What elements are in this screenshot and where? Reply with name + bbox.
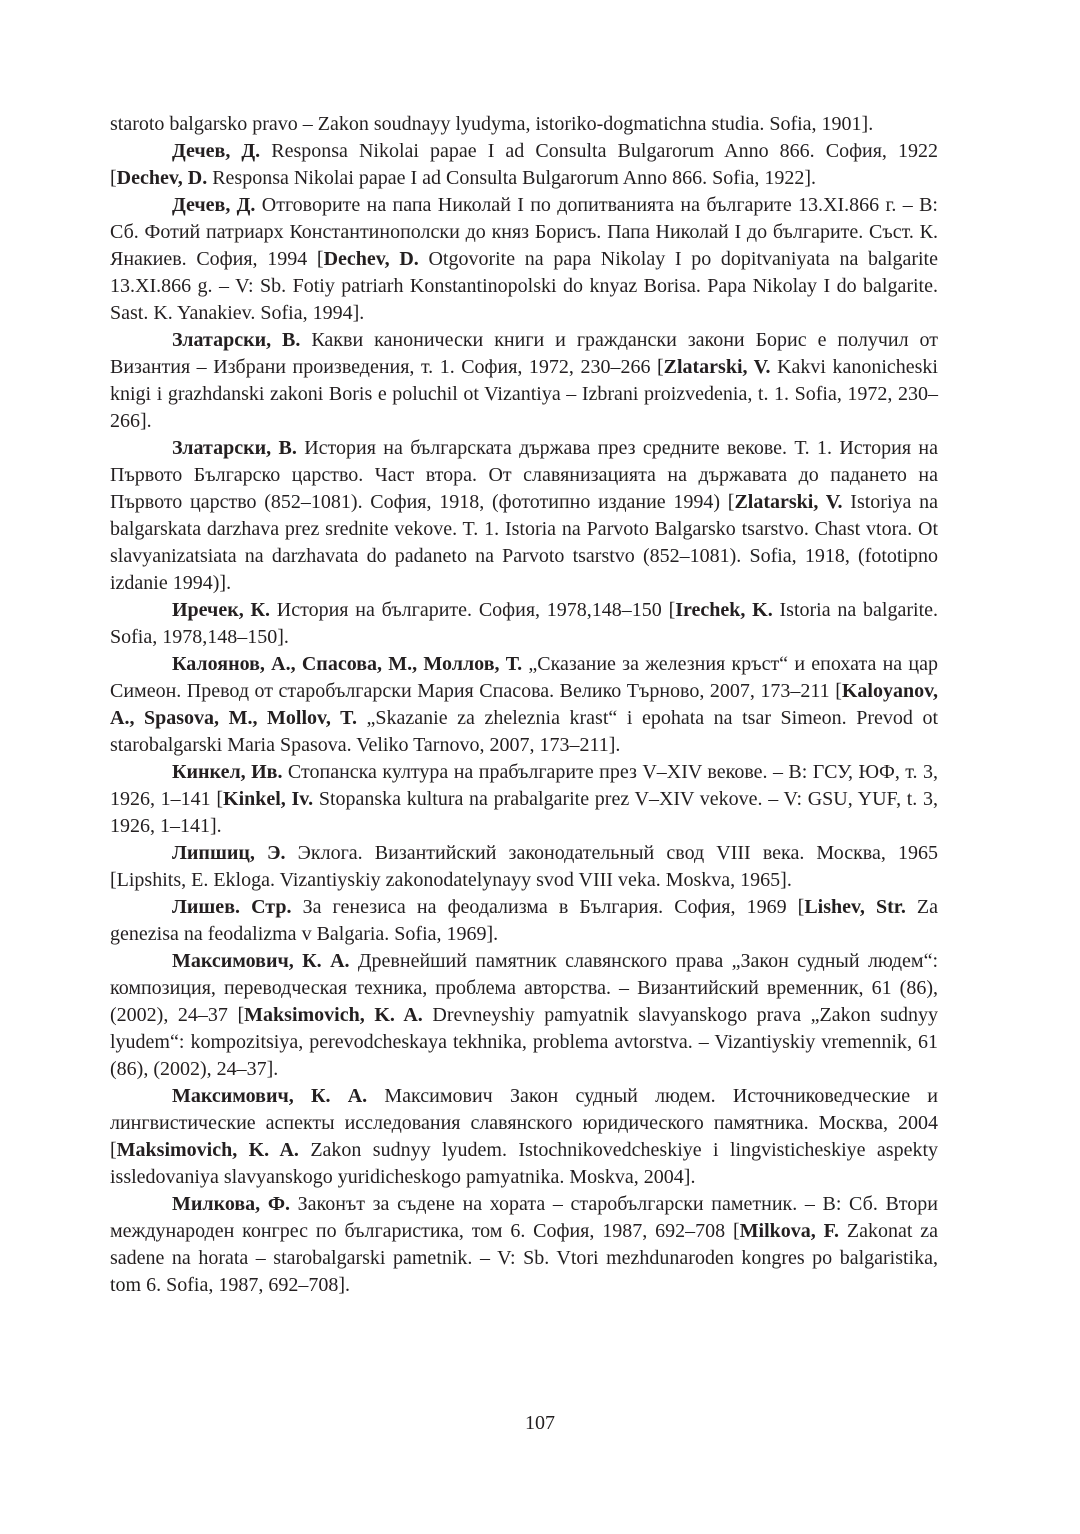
entry-text: Responsa Nikolai papae I ad Consulta Bulgarorum Anno 866. София, 1922 [ [110,140,938,189]
entry-text-translit: Kakvi kanonicheski knigi i grazhdanski zakoni Boris e poluchil ot Vizantiya – Izbrani proizvedenia, t. 1. Sofia, 1972, 230–266]. [110,356,938,432]
bibliography-entry [110,651,938,759]
bibliography-entry [110,138,938,192]
bibliography-entry [110,192,938,327]
bibliography-entry [110,894,938,948]
entry-author: Златарски, В. [172,329,301,351]
bibliography-entry [110,840,938,894]
entry-author-translit: Kinkel, Iv. [223,788,314,810]
entry-author: Милкова, Ф. [172,1193,290,1215]
page-number: 107 [525,1412,555,1434]
entry-text-translit: Responsa Nikolai papae I ad Consulta Bulgarorum Anno 866. Sofia, 1922]. [207,167,817,189]
entry-text: Максимович Закон судный людем. Источниковедческие и лингвистические аспекты исследования славянского юридического памятника. Москва, 2004 [ [110,1085,938,1161]
entry-text-translit: Zakon sudnyy lyudem. Istochnikovedcheskiye i lingvisticheskiye aspekty issledovaniya slavyanskogo yuridicheskogo pamyatnika. Moskva, 2004]. [110,1139,939,1188]
entry-author-translit: Zlatarski, V. [663,356,771,378]
entry-author: Максимович, К. А. [172,950,350,972]
entry-text: Отговорите на папа Николай I по допитванията на българите 13.XI.866 г. – В: Сб. Фотий патриарх Константинополски до княз Борисъ. Папа Николай I до българите. Съст. К. Янакиев. София, 1994 [ [110,194,938,270]
entry-author-translit: Maksimovich, K. A. [116,1139,299,1161]
entry-text-translit: Zakonat za sadene na horata – starobalgarski pametnik. – V: Sb. Vtori mezhdunaroden kongres po balgaristika, tom 6. Sofia, 1987, 692–708]. [110,1220,939,1296]
entry-author-translit: Irechek, K. [675,599,773,621]
entry-author: Златарски, В. [172,437,297,459]
entry-text: За генезиса на феодализма в България. София, 1969 [ [291,896,805,918]
entry-author: Липшиц, Э. [172,842,286,864]
bibliography-entry [110,1191,938,1299]
entry-text: Законът за съдене на хората – старобългарски паметник. – В: Сб. Втори международен конгрес по българистика, том 6. София, 1987, 692–708 [ [110,1193,938,1242]
entry-text: Эклога. Византийский законодательный свод VIII века. Москва, 1965 [Lipshits, E. Ekloga. Vizantiyskiy zakonodatelynayy svod VIII veka. Moskva, 1965]. [110,842,938,891]
bibliography-entry [110,1083,938,1191]
entry-text-translit: Istoriya na balgarskata darzhava prez srednite vekove. T. 1. Istoria na Parvoto Balgarsko tsarstvo. Chast vtora. Ot slavyanizatsiata na darzhavata do padaneto na Parvoto tsarstvo (852–1081). Sofia, 1918, (fototipno izdanie 1994)]. [110,491,938,594]
entry-text: Стопанска култура на прабългарите през V–XIV векове. – В: ГСУ, ЮФ, т. 3, 1926, 1–141 [ [110,761,938,810]
entry-author-translit: Lishev, Str. [804,896,906,918]
entry-author: Иречек, К. [172,599,271,621]
entry-author: Максимович, К. А. [172,1085,368,1107]
entry-author-translit: Maksimovich, K. A. [244,1004,423,1026]
bibliography-entry [110,435,938,597]
entry-author: Лишев. Стр. [172,896,292,918]
entry-text: История на българската държава през средните векове. Т. 1. История на Първото Българско царство. Част втора. От славянизацията на държавата до падането на Първото царство (852–1081). София, 1918, (фототипно издание 1994) [ [110,437,939,513]
entry-text-translit: Drevneyshiy pamyatnik slavyanskogo prava „Zakon sudnyy lyudem“: kompozitsiya, perevodcheskaya tekhnika, problema avtorstva. – Vizantiyskiy vremennik, 61 (86), (2002), 24–37]. [110,1004,939,1080]
bibliography-entry [110,948,938,1083]
bibliography-list [110,111,938,1299]
entry-text: Какви канонически книги и граждански закони Борис е получил от Византия – Избрани произведения, т. 1. София, 1972, 230–266 [ [110,329,938,378]
entry-author-translit: Dechev, D. [323,248,419,270]
entry-text-translit: Za genezisa na feodalizma v Balgaria. Sofia, 1969]. [110,896,939,945]
entry-text: История на българите. София, 1978,148–150 [ [270,599,676,621]
bibliography-entry [110,327,938,435]
entry-text-translit: „Skazanie za zheleznia krast“ i epohata na tsar Simeon. Prevod ot starobalgarski Maria Spasova. Veliko Tarnovo, 2007, 173–211]. [110,707,938,756]
entry-text: staroto balgarsko pravo – Zakon soudnayy lyudyma, istoriko-dogmatichna studia. Sofia, 1901]. [110,113,874,135]
entry-author: Дечев, Д. [172,140,261,162]
entry-text-translit: Istoria na balgarite. Sofia, 1978,148–150]. [110,599,939,648]
entry-author-translit: Milkova, F. [739,1220,839,1242]
bibliography-entry [110,597,938,651]
entry-text: „Сказание за железния кръст“ и епохата на цар Симеон. Превод от старобългарски Мария Спасова. Велико Търново, 2007, 173–211 [ [110,653,938,702]
entry-author-translit: Kaloyanov, A., Spasova, M., Mollov, T. [110,680,938,729]
bibliography-entry [110,759,938,840]
entry-author: Калоянов, А., Спасова, М., Моллов, Т. [172,653,523,675]
entry-author: Дечев, Д. [172,194,256,216]
entry-text-translit: Stopanska kultura na prabalgarite prez V–XIV vekove. – V: GSU, YUF, t. 3, 1926, 1–141]. [110,788,938,837]
entry-author-translit: Zlatarski, V. [734,491,843,513]
entry-author-translit: Dechev, D. [116,167,208,189]
entry-text: Древнейший памятник славянского права „Закон судный людем“: композиция, переводческая техника, проблема авторства. – Византийский временник, 61 (86), (2002), 24–37 [ [110,950,938,1026]
entry-author: Кинкел, Ив. [172,761,283,783]
entry-text-translit: Otgovorite na papa Nikolay I po dopitvaniyata na balgarite 13.XI.866 g. – V: Sb. Fotiy patriarh Konstantinopolski do knyaz Borisa. Papa Nikolay I do balgarite. Sast. K. Yanakiev. Sofia, 1994]. [110,248,938,324]
bibliography-entry [110,111,938,138]
